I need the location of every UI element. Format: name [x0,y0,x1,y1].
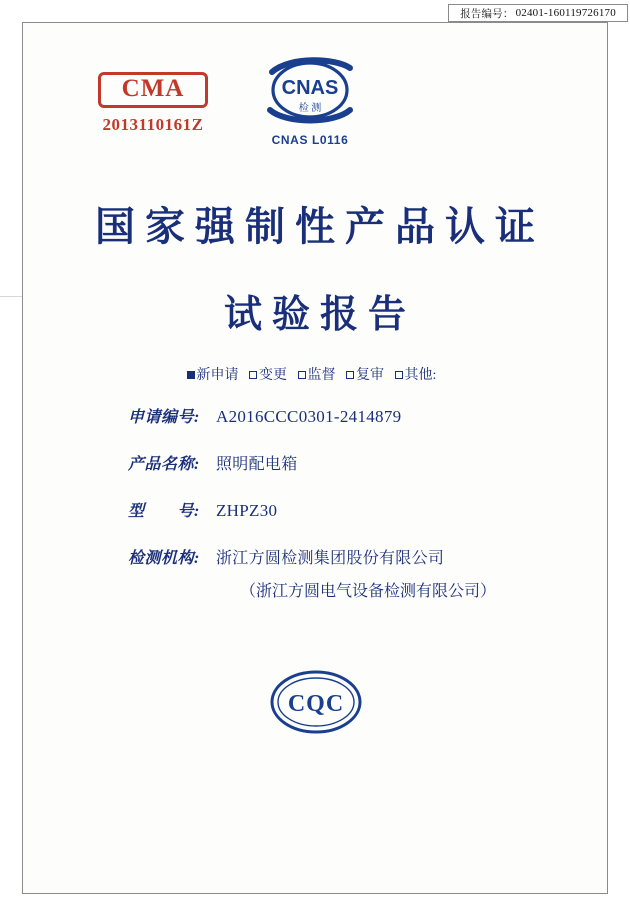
page-title-line1: 国家强制性产品认证 [95,204,545,249]
option-label: 监督 [307,368,336,383]
report-fields [128,404,548,621]
field-label: 型 号: [128,503,200,520]
cqc-logo [264,664,368,740]
field-value: 浙江方圆检测集团股份有限公司 [216,550,445,567]
option-change[interactable] [249,368,287,383]
checkbox-icon[interactable] [298,371,306,379]
report-number-label: 报告编号： [460,7,514,20]
checkbox-icon[interactable] [395,371,403,379]
checkbox-icon[interactable] [187,371,195,379]
field-value: 照明配电箱 [216,456,298,473]
field-product-name [128,451,548,474]
option-label: 复审 [356,368,385,383]
application-type-options [0,364,630,384]
page-title-line2: 试验报告 [223,294,416,336]
field-value: A2016CCC0301-2414879 [216,407,402,426]
cma-logo-text: CMA [121,75,185,102]
field-label: 检测机构: [128,550,200,567]
svg-text:CQC: CQC [287,691,345,717]
option-label: 新申请 [196,368,239,383]
field-testing-organization [128,545,548,568]
field-model [128,498,548,521]
field-label: 申请编号: [128,409,200,426]
cma-code: 2013110161Z [102,115,204,134]
field-application-number [128,404,548,427]
svg-text:CNAS: CNAS [281,77,339,99]
report-number-value: 02401-160119726170 [515,7,616,19]
option-label: 变更 [259,368,288,383]
cnas-logo [230,54,390,147]
option-new-application[interactable] [187,368,239,383]
option-review[interactable] [346,368,384,383]
field-testing-organization-secondary: （浙江方圆电气设备检测有限公司） [240,583,497,600]
svg-text:检 测: 检 测 [298,103,322,114]
cma-seal-icon [98,72,208,108]
cnas-seal-icon [250,54,370,132]
cnas-code: CNAS L0116 [271,133,349,147]
field-value: ZHPZ30 [216,501,278,520]
option-other[interactable] [395,368,437,383]
cqc-seal-icon [264,664,368,740]
checkbox-icon[interactable] [249,371,257,379]
cma-logo [78,72,228,135]
field-label: 产品名称: [128,456,200,473]
accreditation-logos [60,50,530,165]
option-label: 其他: [404,368,437,383]
option-supervision[interactable] [298,368,336,383]
report-number-box [448,4,628,22]
checkbox-icon[interactable] [346,371,354,379]
